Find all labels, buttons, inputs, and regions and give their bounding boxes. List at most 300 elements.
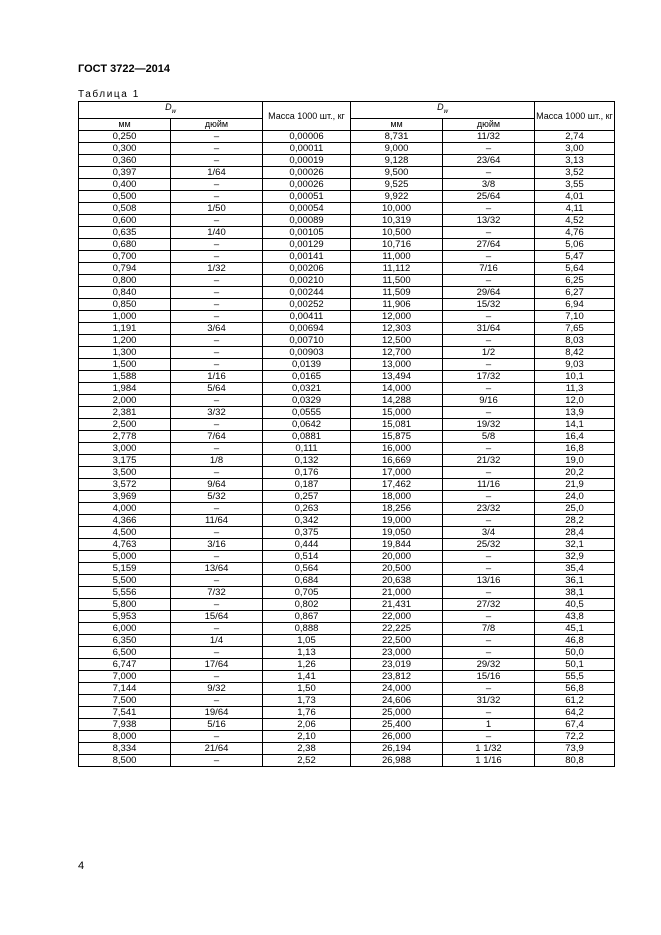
table-row [79,274,615,286]
diameter-mm-cell: 12,500 [351,334,443,346]
diameter-inch-cell: – [443,250,535,262]
table-row [79,538,615,550]
inch-header-left: дюйм [171,118,263,130]
diameter-inch-cell: 3/64 [171,322,263,334]
mass-cell: 0,888 [263,622,351,634]
table-row [79,634,615,646]
diameter-inch-cell: 27/32 [443,598,535,610]
diameter-mm-cell: 13,000 [351,358,443,370]
diameter-mm-cell: 5,800 [79,598,171,610]
mass-cell: 0,00694 [263,322,351,334]
diameter-mm-cell: 20,638 [351,574,443,586]
diameter-mm-cell: 22,000 [351,610,443,622]
table-row [79,418,615,430]
diameter-mm-cell: 3,000 [79,442,171,454]
diameter-inch-cell: 17/32 [443,370,535,382]
diameter-mm-cell: 19,844 [351,538,443,550]
mass-header-right: Масса 1000 шт., кг [535,102,615,131]
diameter-mm-cell: 5,500 [79,574,171,586]
mass-cell: 0,375 [263,526,351,538]
diameter-mm-cell: 23,812 [351,670,443,682]
mass-cell: 20,2 [535,466,615,478]
diameter-mm-cell: 0,840 [79,286,171,298]
diameter-mm-cell: 24,606 [351,694,443,706]
diameter-inch-cell: – [443,730,535,742]
diameter-inch-cell: 1 1/32 [443,742,535,754]
mass-cell: 0,176 [263,466,351,478]
diameter-mm-cell: 9,922 [351,190,443,202]
mm-header-right: мм [351,118,443,130]
diameter-inch-cell: 1/64 [171,166,263,178]
mass-cell: 2,10 [263,730,351,742]
diameter-inch-cell: – [171,394,263,406]
diameter-inch-cell: – [443,490,535,502]
mass-cell: 0,802 [263,598,351,610]
diameter-mm-cell: 0,360 [79,154,171,166]
diameter-inch-cell: – [443,202,535,214]
mass-cell: 5,06 [535,238,615,250]
mass-cell: 24,0 [535,490,615,502]
diameter-inch-cell: – [443,682,535,694]
mass-cell: 55,5 [535,670,615,682]
diameter-inch-cell: – [443,562,535,574]
mass-cell: 0,00206 [263,262,351,274]
mass-cell: 10,1 [535,370,615,382]
diameter-mm-cell: 6,350 [79,634,171,646]
mass-cell: 13,9 [535,406,615,418]
mass-cell: 0,684 [263,574,351,586]
mass-cell: 0,00210 [263,274,351,286]
mass-cell: 0,00051 [263,190,351,202]
mass-cell: 46,8 [535,634,615,646]
diameter-inch-cell: 1 1/16 [443,754,535,766]
diameter-mm-cell: 18,256 [351,502,443,514]
table-row [79,502,615,514]
diameter-inch-cell: 31/64 [443,322,535,334]
diameter-mm-cell: 0,250 [79,130,171,142]
mass-cell: 21,9 [535,478,615,490]
mass-cell: 28,2 [535,514,615,526]
diameter-inch-cell: 1/8 [171,454,263,466]
diameter-inch-cell: 1/32 [171,262,263,274]
diameter-mm-cell: 3,175 [79,454,171,466]
table-row [79,454,615,466]
mass-cell: 3,55 [535,178,615,190]
mm-header-left: мм [79,118,171,130]
diameter-mm-cell: 0,700 [79,250,171,262]
diameter-mm-cell: 9,000 [351,142,443,154]
table-row [79,370,615,382]
diameter-mm-cell: 4,763 [79,538,171,550]
mass-cell: 1,05 [263,634,351,646]
diameter-inch-cell: – [443,334,535,346]
mass-cell: 43,8 [535,610,615,622]
mass-cell: 16,8 [535,442,615,454]
table-row [79,298,615,310]
mass-cell: 0,867 [263,610,351,622]
diameter-inch-cell: – [171,130,263,142]
diameter-inch-cell: 7/8 [443,622,535,634]
diameter-inch-cell: 1/16 [171,370,263,382]
diameter-mm-cell: 20,500 [351,562,443,574]
diameter-mm-cell: 15,875 [351,430,443,442]
diameter-inch-cell: 29/32 [443,658,535,670]
mass-cell: 8,42 [535,346,615,358]
mass-cell: 1,13 [263,646,351,658]
diameter-mm-cell: 13,494 [351,370,443,382]
diameter-inch-cell: 1/50 [171,202,263,214]
diameter-inch-cell: 9/16 [443,394,535,406]
diameter-inch-cell: 3/32 [171,406,263,418]
mass-cell: 0,0165 [263,370,351,382]
diameter-mm-cell: 0,397 [79,166,171,178]
table-row [79,598,615,610]
mass-cell: 14,1 [535,418,615,430]
mass-cell: 1,50 [263,682,351,694]
diameter-mm-cell: 12,700 [351,346,443,358]
diameter-inch-cell: – [171,346,263,358]
table-row [79,658,615,670]
table-row [79,154,615,166]
diameter-mm-cell: 15,000 [351,406,443,418]
mass-cell: 6,25 [535,274,615,286]
mass-cell: 1,41 [263,670,351,682]
mass-cell: 0,00006 [263,130,351,142]
mass-cell: 6,94 [535,298,615,310]
diameter-inch-cell: – [443,634,535,646]
mass-cell: 72,2 [535,730,615,742]
diameter-mm-cell: 1,000 [79,310,171,322]
mass-cell: 9,03 [535,358,615,370]
diameter-mm-cell: 2,000 [79,394,171,406]
diameter-inch-cell: – [171,754,263,766]
diameter-mm-cell: 2,778 [79,430,171,442]
diameter-mm-cell: 22,500 [351,634,443,646]
diameter-inch-cell: 5/32 [171,490,263,502]
mass-cell: 1,76 [263,706,351,718]
mass-cell: 0,00141 [263,250,351,262]
diameter-inch-cell: 11/64 [171,514,263,526]
mass-cell: 12,0 [535,394,615,406]
page-number: 4 [78,860,85,872]
diameter-mm-cell: 8,334 [79,742,171,754]
mass-cell: 0,0139 [263,358,351,370]
diameter-inch-cell: – [443,142,535,154]
diameter-mm-cell: 0,794 [79,262,171,274]
mass-cell: 3,13 [535,154,615,166]
diameter-inch-cell: – [171,286,263,298]
diameter-mm-cell: 3,969 [79,490,171,502]
diameter-inch-cell: 31/32 [443,694,535,706]
diameter-mm-cell: 25,000 [351,706,443,718]
diameter-mm-cell: 0,400 [79,178,171,190]
diameter-inch-cell: 5/16 [171,718,263,730]
mass-cell: 67,4 [535,718,615,730]
diameter-mm-cell: 11,112 [351,262,443,274]
mass-cell: 3,00 [535,142,615,154]
table-row [79,238,615,250]
diameter-inch-cell: – [443,706,535,718]
diameter-inch-cell: – [443,310,535,322]
diameter-inch-cell: – [171,214,263,226]
diameter-mm-cell: 1,191 [79,322,171,334]
mass-cell: 0,00019 [263,154,351,166]
mass-cell: 0,00026 [263,178,351,190]
diameter-mm-cell: 26,000 [351,730,443,742]
table-row [79,514,615,526]
diameter-mm-cell: 18,000 [351,490,443,502]
diameter-mm-cell: 6,000 [79,622,171,634]
diameter-inch-cell: – [171,418,263,430]
diameter-inch-cell: 1 [443,718,535,730]
diameter-mm-cell: 14,000 [351,382,443,394]
diameter-inch-cell: – [171,694,263,706]
dn-header-left: $D_w$ [79,102,263,119]
table-row [79,358,615,370]
diameter-inch-cell: – [171,190,263,202]
diameter-mm-cell: 6,747 [79,658,171,670]
diameter-inch-cell: 13/16 [443,574,535,586]
mass-cell: 0,00089 [263,214,351,226]
diameter-mm-cell: 14,288 [351,394,443,406]
diameter-mm-cell: 7,541 [79,706,171,718]
mass-cell: 25,0 [535,502,615,514]
mass-cell: 0,0555 [263,406,351,418]
diameter-inch-cell: – [171,526,263,538]
mass-cell: 50,1 [535,658,615,670]
diameter-mm-cell: 21,000 [351,586,443,598]
mass-cell: 4,01 [535,190,615,202]
mass-cell: 0,132 [263,454,351,466]
diameter-inch-cell: 3/16 [171,538,263,550]
mass-cell: 3,52 [535,166,615,178]
diameter-mm-cell: 5,556 [79,586,171,598]
mass-cell: 1,26 [263,658,351,670]
diameter-inch-cell: – [443,166,535,178]
mass-cell: 1,73 [263,694,351,706]
table-row [79,346,615,358]
diameter-mm-cell: 10,716 [351,238,443,250]
diameter-mm-cell: 1,300 [79,346,171,358]
diameter-mm-cell: 11,500 [351,274,443,286]
diameter-inch-cell: 23/32 [443,502,535,514]
diameter-mm-cell: 21,431 [351,598,443,610]
table-row [79,214,615,226]
diameter-mm-cell: 0,600 [79,214,171,226]
diameter-mm-cell: 8,731 [351,130,443,142]
diameter-inch-cell: – [443,274,535,286]
diameter-inch-cell: 7/32 [171,586,263,598]
ball-mass-table [78,101,615,767]
table-row [79,334,615,346]
diameter-inch-cell: – [171,442,263,454]
diameter-mm-cell: 2,381 [79,406,171,418]
table-row [79,718,615,730]
diameter-inch-cell: – [171,598,263,610]
diameter-inch-cell: – [171,550,263,562]
diameter-inch-cell: – [171,670,263,682]
diameter-inch-cell: 25/64 [443,190,535,202]
diameter-mm-cell: 19,000 [351,514,443,526]
table-row [79,466,615,478]
diameter-inch-cell: 11/32 [443,130,535,142]
diameter-mm-cell: 16,669 [351,454,443,466]
mass-cell: 7,65 [535,322,615,334]
diameter-inch-cell: – [443,514,535,526]
table-row [79,730,615,742]
diameter-mm-cell: 0,500 [79,190,171,202]
mass-cell: 7,10 [535,310,615,322]
dn-header-right: $D_w$ [351,102,535,119]
diameter-inch-cell: – [443,226,535,238]
table-row [79,178,615,190]
mass-cell: 4,11 [535,202,615,214]
diameter-mm-cell: 9,128 [351,154,443,166]
mass-cell: 5,64 [535,262,615,274]
diameter-inch-cell: – [171,358,263,370]
table-row [79,526,615,538]
mass-cell: 8,03 [535,334,615,346]
mass-cell: 80,8 [535,754,615,766]
diameter-mm-cell: 26,194 [351,742,443,754]
diameter-mm-cell: 0,850 [79,298,171,310]
diameter-inch-cell: 1/2 [443,346,535,358]
diameter-mm-cell: 23,019 [351,658,443,670]
diameter-inch-cell: – [171,622,263,634]
mass-cell: 4,76 [535,226,615,238]
diameter-mm-cell: 7,144 [79,682,171,694]
diameter-mm-cell: 9,525 [351,178,443,190]
diameter-mm-cell: 7,000 [79,670,171,682]
diameter-inch-cell: – [443,550,535,562]
mass-cell: 2,74 [535,130,615,142]
table-row [79,226,615,238]
table-row [79,166,615,178]
diameter-mm-cell: 0,300 [79,142,171,154]
diameter-inch-cell: – [171,310,263,322]
diameter-mm-cell: 5,000 [79,550,171,562]
table-row [79,322,615,334]
mass-cell: 40,5 [535,598,615,610]
diameter-mm-cell: 12,303 [351,322,443,334]
mass-cell: 61,2 [535,694,615,706]
mass-cell: 32,1 [535,538,615,550]
diameter-mm-cell: 4,500 [79,526,171,538]
table-row [79,586,615,598]
mass-cell: 32,9 [535,550,615,562]
diameter-inch-cell: 3/8 [443,178,535,190]
diameter-mm-cell: 7,938 [79,718,171,730]
mass-cell: 2,06 [263,718,351,730]
diameter-mm-cell: 17,462 [351,478,443,490]
diameter-mm-cell: 0,800 [79,274,171,286]
mass-cell: 0,187 [263,478,351,490]
table-row [79,550,615,562]
diameter-mm-cell: 23,000 [351,646,443,658]
mass-cell: 0,705 [263,586,351,598]
diameter-inch-cell: – [171,250,263,262]
diameter-mm-cell: 0,508 [79,202,171,214]
diameter-mm-cell: 26,988 [351,754,443,766]
mass-cell: 0,00411 [263,310,351,322]
diameter-inch-cell: 13/32 [443,214,535,226]
diameter-mm-cell: 3,500 [79,466,171,478]
diameter-mm-cell: 1,200 [79,334,171,346]
mass-cell: 73,9 [535,742,615,754]
diameter-mm-cell: 24,000 [351,682,443,694]
mass-cell: 0,00129 [263,238,351,250]
diameter-inch-cell: – [171,730,263,742]
mass-cell: 0,257 [263,490,351,502]
table-row [79,574,615,586]
diameter-inch-cell: 5/8 [443,430,535,442]
diameter-inch-cell: 3/4 [443,526,535,538]
table-row [79,682,615,694]
diameter-mm-cell: 22,225 [351,622,443,634]
mass-cell: 64,2 [535,706,615,718]
diameter-mm-cell: 11,000 [351,250,443,262]
mass-cell: 0,0881 [263,430,351,442]
diameter-inch-cell: 29/64 [443,286,535,298]
diameter-inch-cell: 9/32 [171,682,263,694]
mass-cell: 4,52 [535,214,615,226]
table-row [79,562,615,574]
mass-cell: 50,0 [535,646,615,658]
diameter-mm-cell: 3,572 [79,478,171,490]
mass-cell: 35,4 [535,562,615,574]
diameter-mm-cell: 25,400 [351,718,443,730]
diameter-mm-cell: 20,000 [351,550,443,562]
table-row [79,406,615,418]
diameter-mm-cell: 0,635 [79,226,171,238]
mass-cell: 0,00011 [263,142,351,154]
diameter-mm-cell: 17,000 [351,466,443,478]
diameter-inch-cell: – [443,406,535,418]
diameter-inch-cell: – [443,586,535,598]
table-row [79,490,615,502]
diameter-inch-cell: 23/64 [443,154,535,166]
diameter-mm-cell: 4,366 [79,514,171,526]
diameter-inch-cell: 27/64 [443,238,535,250]
diameter-inch-cell: – [171,178,263,190]
table-row [79,430,615,442]
diameter-mm-cell: 0,680 [79,238,171,250]
diameter-inch-cell: 9/64 [171,478,263,490]
mass-cell: 5,47 [535,250,615,262]
diameter-inch-cell: 15/16 [443,670,535,682]
mass-cell: 0,111 [263,442,351,454]
diameter-mm-cell: 10,500 [351,226,443,238]
mass-cell: 11,3 [535,382,615,394]
diameter-mm-cell: 10,319 [351,214,443,226]
diameter-mm-cell: 19,050 [351,526,443,538]
mass-cell: 56,8 [535,682,615,694]
diameter-inch-cell: 21/64 [171,742,263,754]
mass-cell: 0,00105 [263,226,351,238]
table-row [79,742,615,754]
diameter-inch-cell: – [171,142,263,154]
diameter-mm-cell: 15,081 [351,418,443,430]
diameter-inch-cell: 11/16 [443,478,535,490]
table-row [79,670,615,682]
diameter-mm-cell: 1,500 [79,358,171,370]
mass-cell: 45,1 [535,622,615,634]
table-row [79,622,615,634]
table-row [79,442,615,454]
table-row [79,394,615,406]
diameter-inch-cell: – [443,646,535,658]
mass-cell: 0,342 [263,514,351,526]
